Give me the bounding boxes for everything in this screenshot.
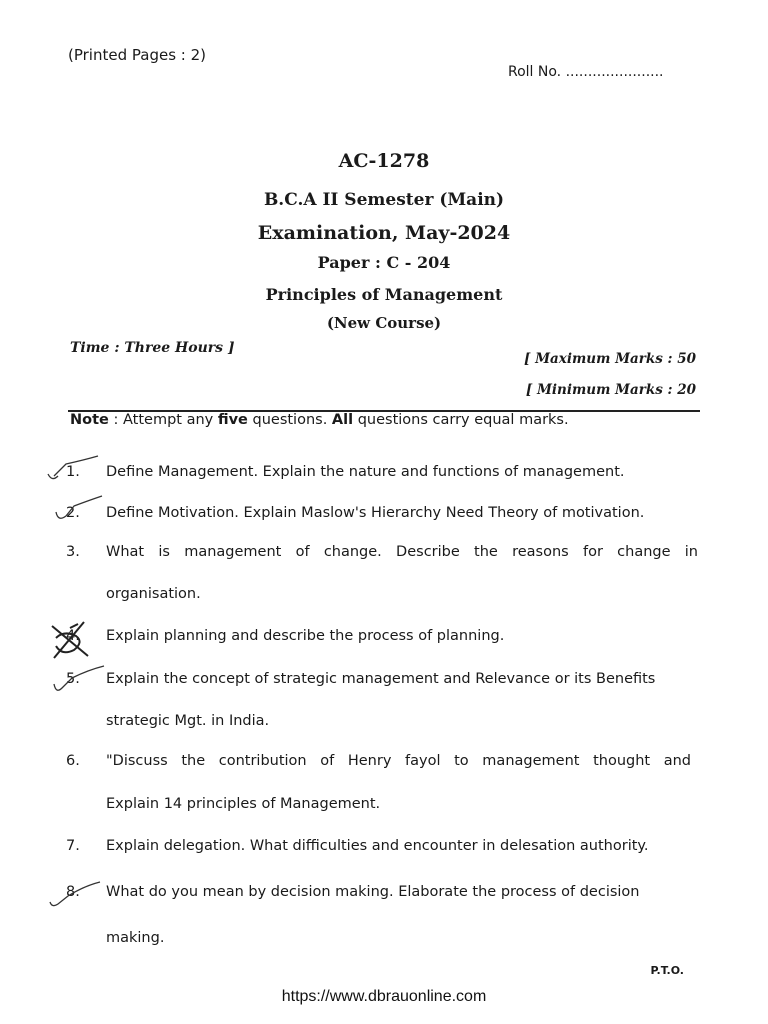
note-bold-five: five — [217, 412, 248, 428]
question-number: 7. — [66, 838, 80, 854]
note-text-3: questions carry equal marks. — [353, 412, 569, 428]
printed-pages: (Printed Pages : 2) — [68, 46, 206, 64]
note-text-1: Attempt any — [122, 412, 218, 428]
minimum-marks: [ Minimum Marks : 20 — [525, 382, 696, 398]
question-number: 3. — [66, 544, 80, 560]
question-number: 5. — [66, 671, 80, 687]
question-text: Define Management. Explain the nature and functions of management. — [106, 464, 625, 480]
handwritten-tick-8 — [46, 878, 106, 912]
handwritten-cross-4 — [44, 616, 100, 662]
question-text: What is management of change. Describe the reasons for change in — [106, 544, 698, 560]
please-turn-over: P.T.O. — [650, 964, 684, 977]
paper-number: Paper : C - 204 — [317, 253, 451, 272]
question-5-continuation: strategic Mgt. in India. — [106, 713, 270, 729]
question-3-continuation: organisation. — [106, 586, 201, 602]
question-text: "Discuss the contribution of Henry fayol to management thought and — [106, 753, 691, 769]
question-text: Explain planning and describe the process of planning. — [106, 628, 505, 644]
note-label: Note — [70, 412, 109, 428]
note-text-2: questions. — [247, 412, 332, 428]
paper-code: AC-1278 — [338, 150, 430, 172]
question-number: 2. — [66, 505, 80, 521]
semester-title: B.C.A II Semester (Main) — [263, 190, 505, 210]
instructions-note — [70, 412, 569, 428]
question-number: 4. — [66, 628, 80, 644]
question-number: 1. — [66, 464, 80, 480]
question-number: 8. — [66, 884, 80, 900]
handwritten-tick-5 — [50, 664, 110, 698]
question-text: Define Motivation. Explain Maslow's Hierarchy Need Theory of motivation. — [106, 505, 645, 521]
subject-title: Principles of Management — [265, 285, 503, 304]
time-allowed: Time : Three Hours ] — [70, 340, 235, 356]
question-8-continuation: making. — [106, 930, 165, 946]
exam-title: Examination, May-2024 — [257, 222, 511, 244]
roll-number-field: Roll No. ...................... — [508, 64, 664, 80]
handwritten-tick-2 — [52, 494, 108, 526]
maximum-marks: [ Maximum Marks : 50 — [524, 351, 696, 367]
question-text: What do you mean by decision making. Elaborate the process of decision — [106, 884, 640, 900]
handwritten-tick-1 — [44, 452, 104, 486]
question-text: Explain the concept of strategic management and Relevance or its Benefits — [106, 671, 656, 687]
note-bold-all: All — [331, 412, 354, 428]
website-url: https://www.dbrauonline.com — [281, 988, 487, 1005]
question-text: Explain delegation. What difficulties and encounter in delesation authority. — [106, 838, 649, 854]
question-number: 6. — [66, 753, 80, 769]
note-sep: : — [108, 412, 123, 428]
course-label: (New Course) — [326, 314, 442, 332]
question-6-continuation: Explain 14 principles of Management. — [106, 796, 381, 812]
